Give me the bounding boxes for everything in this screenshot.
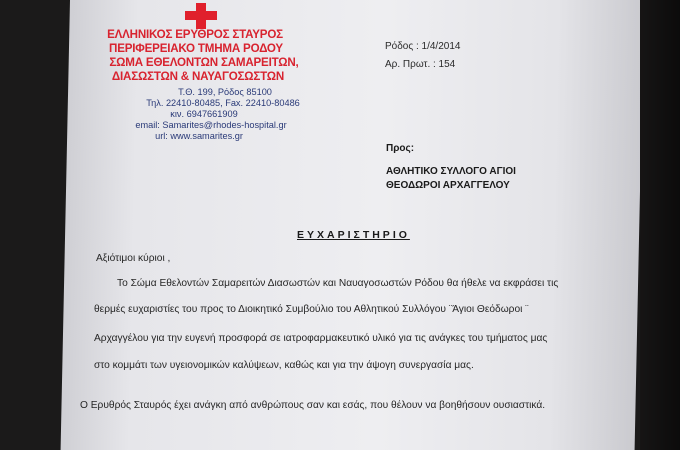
body-line-2: θερμές ευχαριστίες του προς το Διοικητικό Συμβούλιο του Αθλητικού Συλλόγου ¨Άγιοι Θεόδωροι ¨	[94, 304, 529, 315]
recipient-line-2: ΘΕΟΔΩΡΟΙ ΑΡΧΑΓΓΕΛΟΥ	[386, 180, 510, 191]
org-line-3: ΣΩΜΑ ΕΘΕΛΟΝΤΩΝ ΣΑΜΑΡΕΙΤΩΝ,	[109, 56, 299, 69]
red-cross-logo	[185, 3, 217, 29]
letter-title: ΕΥΧΑΡΙΣΤΗΡΙΟ	[297, 229, 410, 241]
contact-address: Τ.Θ. 199, Ρόδος 85100	[178, 87, 272, 97]
org-line-4: ΔΙΑΣΩΣΤΩΝ & ΝΑΥΑΓΟΣΩΣΤΩΝ	[111, 70, 285, 83]
closing-line: Ο Ερυθρός Σταυρός έχει ανάγκη από ανθρώπους σαν και εσάς, που θέλουν να βοηθήσουν ουσιαστικά.	[80, 400, 546, 411]
recipient-line-1: ΑΘΛΗΤΙΚΟ ΣΥΛΛΟΓΟ ΑΓΙΟΙ	[386, 166, 516, 177]
contact-phone-fax: Τηλ. 22410-80485, Fax. 22410-80486	[146, 98, 300, 108]
contact-url: url: www.samarites.gr	[155, 131, 243, 141]
contact-mobile: κιν. 6947661909	[170, 109, 238, 119]
body-line-4: στο κομμάτι των υγειονομικών καλύψεων, καθώς και για την άψογη συνεργασία μας.	[94, 360, 474, 371]
org-line-1: ΕΛΛΗΝΙΚΟΣ ΕΡΥΘΡΟΣ ΣΤΑΥΡΟΣ	[107, 28, 283, 41]
recipient-label: Προς:	[386, 143, 415, 154]
contact-email: email: Samarites@rhodes-hospital.gr	[135, 120, 287, 130]
body-line-3: Αρχαγγέλου για την ευγενή προσφορά σε ιατροφαρμακευτικό υλικό για τις ανάγκες του τμήματος μας	[94, 333, 548, 344]
org-line-2: ΠΕΡΙΦΕΡΕΙΑΚΟ ΤΜΗΜΑ ΡΟΔΟΥ	[109, 42, 283, 55]
body-line-1: Το Σώμα Εθελοντών Σαμαρειτών Διασωστών και Ναυαγοσωστών Ρόδου θα ήθελε να εκφράσει τις	[117, 278, 559, 289]
protocol-number: Αρ. Πρωτ. : 154	[385, 59, 456, 70]
place-date: Ρόδος : 1/4/2014	[385, 41, 461, 52]
salutation: Αξιότιμοι κύριοι ,	[96, 253, 171, 264]
